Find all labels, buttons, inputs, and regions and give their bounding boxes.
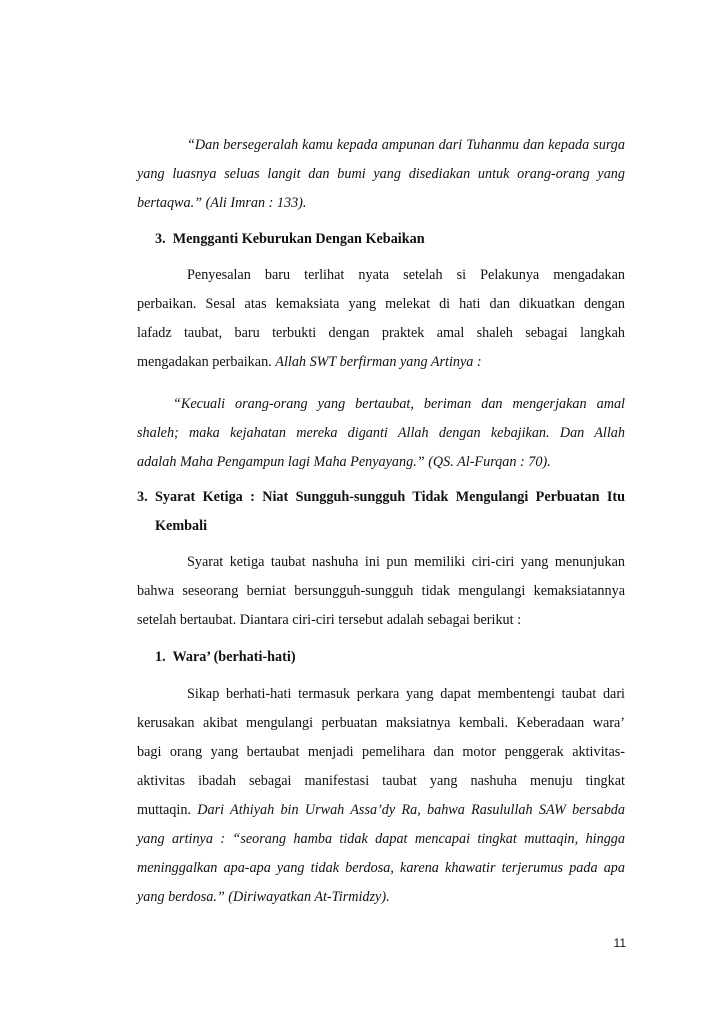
hadith-line: yang artinya : “seorang hamba tidak dapat mencapai tingkat muttaqin, hingga [137, 831, 625, 847]
paragraph-line: bagi orang yang bertaubat menjadi pemelihara dan motor penggerak aktivitas- [137, 744, 625, 760]
quote-line: shaleh; maka kejahatan mereka diganti Allah dengan kebajikan. Dan Allah [137, 425, 625, 441]
paragraph-line: aktivitas ibadah sebagai manifestasi taubat yang nashuha menuju tingkat [137, 773, 625, 789]
section-heading-mengganti [155, 225, 625, 254]
paragraph-line: bahwa seseorang berniat bersungguh-sungguh tidak mengulangi kemaksiatannya [137, 583, 625, 599]
hadith-line: yang berdosa.” (Diriwayatkan At-Tirmidzy). [137, 889, 390, 905]
paragraph-line: kerusakan akibat mengulangi perbuatan maksiatnya kembali. Keberadaan wara’ [137, 715, 625, 731]
text-normal: muttaqin. [137, 802, 198, 818]
paragraph-sikap-berhati-hati [137, 680, 625, 912]
heading-text: 3. Mengganti Keburukan Dengan Kebaikan [155, 231, 425, 247]
section-heading-syarat-ketiga [137, 483, 625, 541]
quote-line: adalah Maha Pengampun lagi Maha Penyayang.” (QS. Al-Furqan : 70). [137, 454, 551, 470]
paragraph-line: Sikap berhati-hati termasuk perkara yang dapat membentengi taubat dari [187, 686, 625, 702]
text-normal: mengadakan perbaikan. [137, 354, 276, 370]
paragraph-line: lafadz taubat, baru terbukti dengan praktek amal shaleh sebagai langkah [137, 325, 625, 341]
paragraph-line [137, 348, 625, 377]
text-italic: Allah SWT berfirman yang Artinya : [275, 354, 482, 370]
heading-line: Kembali [155, 518, 208, 534]
hadith-line: meninggalkan apa-apa yang tidak berdosa, karena khawatir terjerumus pada apa [137, 860, 625, 876]
text-italic: Dari Athiyah bin Urwah Assa’dy Ra, bahwa Rasulullah SAW bersabda [197, 802, 625, 818]
quote-line: bertaqwa.” (Ali Imran : 133). [137, 195, 307, 211]
quote-line: “Kecuali orang-orang yang bertaubat, beriman dan mengerjakan amal [173, 396, 625, 412]
paragraph-line: Syarat ketiga taubat nashuha ini pun memiliki ciri-ciri yang menunjukan [187, 554, 625, 570]
quote-line: yang luasnya seluas langit dan bumi yang disediakan untuk orang-orang yang [137, 166, 625, 182]
paragraph-syarat-ketiga [137, 548, 625, 635]
quran-quote-ali-imran [137, 131, 625, 218]
paragraph-penyesalan [137, 261, 625, 377]
page-number: 11 [613, 936, 626, 950]
heading-text: 1. Wara’ (berhati-hati) [155, 649, 296, 665]
paragraph-line [137, 796, 625, 825]
paragraph-line: setelah bertaubat. Diantara ciri-ciri tersebut adalah sebagai berikut : [137, 612, 522, 628]
quote-line: “Dan bersegeralah kamu kepada ampunan dari Tuhanmu dan kepada surga [187, 137, 625, 153]
paragraph-line: perbaikan. Sesal atas kemaksiata yang melekat di hati dan dikuatkan dengan [137, 296, 625, 312]
paragraph-line: Penyesalan baru terlihat nyata setelah si Pelakunya mengadakan [187, 267, 625, 283]
quran-quote-al-furqan [137, 390, 625, 477]
heading-line: 3. Syarat Ketiga : Niat Sungguh-sungguh Tidak Mengulangi Perbuatan Itu [137, 489, 625, 505]
section-heading-wara [155, 643, 625, 672]
